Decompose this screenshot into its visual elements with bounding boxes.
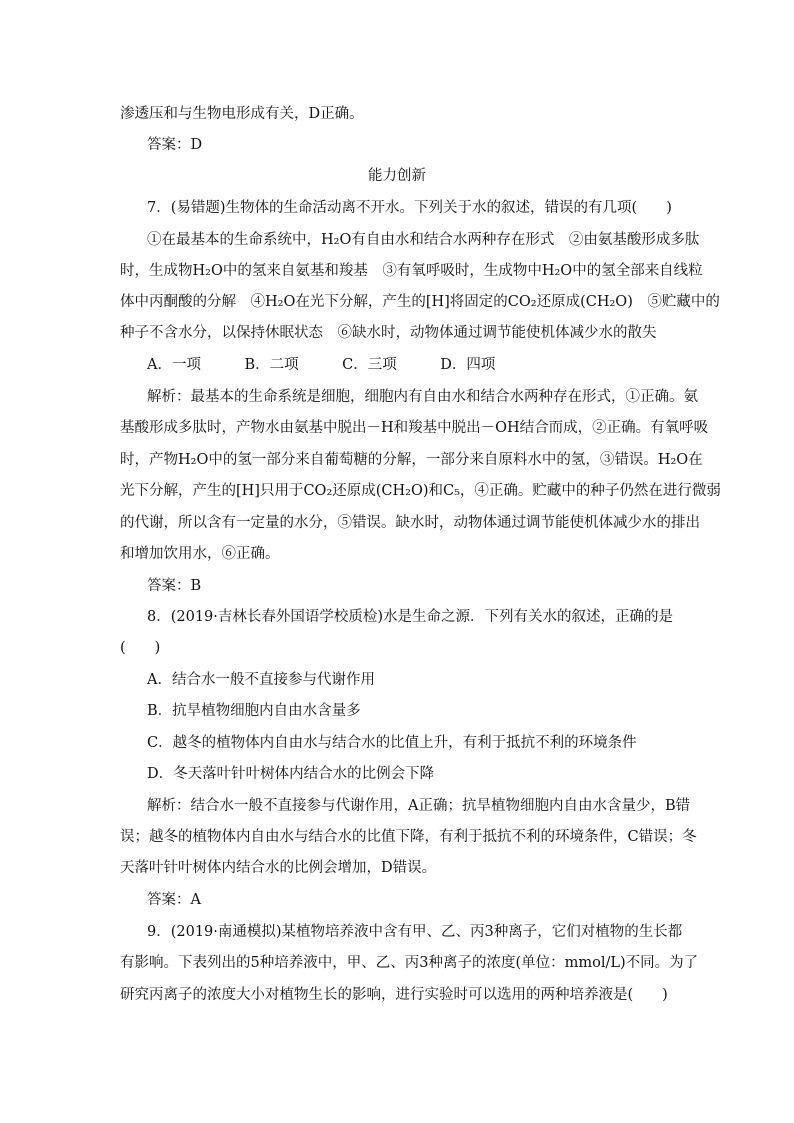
explanation-line: 光下分解，产生的[H]只用于CO₂还原成(CH₂O)和C₅，④正确。贮藏中的种子仍然在进行微弱 — [120, 483, 721, 499]
question-8-option-d: D．冬天落叶针叶树体内结合水的比例会下降 — [147, 766, 435, 782]
question-7-stem: 7．(易错题)生物体的生命活动离不开水。下列关于水的叙述，错误的有几项( ) — [147, 200, 672, 216]
explanation-line: 解析：结合水一般不直接参与代谢作用，A正确；抗旱植物细胞内自由水含量少，B错 — [147, 798, 691, 814]
explanation-line: 和增加饮用水，⑥正确。 — [120, 546, 280, 562]
question-9-stem: 有影响。下表列出的5种培养液中，甲、乙、丙3种离子的浓度(单位：mmol/L)不同。为了 — [120, 955, 699, 971]
question-7-statement: ①在最基本的生命系统中，H₂O有自由水和结合水两种存在形式 ②由氨基酸形成多肽 — [147, 232, 700, 248]
question-7-statement: 种子不含水分，以保持休眠状态 ⑥缺水时，动物体通过调节能使机体减少水的散失 — [120, 325, 657, 341]
question-7-statement: 体中丙酮酸的分解 ④H₂O在光下分解，产生的[H]将固定的CO₂还原成(CH₂O) ⑤贮藏中的 — [120, 294, 720, 310]
text-line: 渗透压和与生物电形成有关，D正确。 — [120, 106, 364, 122]
answer-line: 答案：A — [147, 892, 201, 908]
question-9-stem: 9．(2019·南通模拟)某植物培养液中含有甲、乙、丙3种离子，它们对植物的生长都 — [147, 924, 683, 940]
answer-line: 答案：B — [147, 578, 202, 594]
section-heading: 能力创新 — [368, 168, 426, 184]
question-7-statement: 时，生成物H₂O中的氢来自氨基和羧基 ③有氧呼吸时，生成物中H₂O中的氢全部来自线粒 — [120, 263, 703, 279]
question-8-blank: ( ) — [120, 640, 161, 656]
explanation-line: 天落叶针叶树体内结合水的比例会增加，D错误。 — [120, 860, 437, 876]
question-9-stem: 研究丙离子的浓度大小对植物生长的影响，进行实验时可以选用的两种培养液是( ) — [120, 987, 668, 1003]
question-7-options: A．一项 B．二项 C．三项 D．四项 — [147, 357, 496, 373]
question-8-stem: 8．(2019·吉林长春外国语学校质检)水是生命之源．下列有关水的叙述，正确的是 — [147, 609, 674, 625]
question-8-option-a: A．结合水一般不直接参与代谢作用 — [147, 672, 375, 688]
explanation-line: 的代谢，所以含有一定量的水分，⑤错误。缺水时，动物体通过调节能使机体减少水的排出 — [120, 515, 700, 531]
explanation-line: 基酸形成多肽时，产物水由氨基中脱出－H和羧基中脱出－OH结合而成，②正确。有氧呼吸 — [120, 420, 709, 436]
question-8-option-b: B．抗旱植物细胞内自由水含量多 — [147, 703, 361, 719]
explanation-line: 误；越冬的植物体内自由水与结合水的比值下降，有利于抵抗不利的环境条件，C错误；冬 — [120, 829, 697, 845]
explanation-line: 解析：最基本的生命系统是细胞，细胞内有自由水和结合水两种存在形式，①正确。氨 — [147, 389, 698, 405]
question-8-option-c: C．越冬的植物体内自由水与结合水的比值上升，有利于抵抗不利的环境条件 — [147, 735, 637, 751]
explanation-line: 时，产物H₂O中的氢一部分来自葡萄糖的分解，一部分来自原料水中的氢，③错误。H₂O在 — [120, 452, 703, 468]
answer-line: 答案：D — [147, 137, 203, 153]
